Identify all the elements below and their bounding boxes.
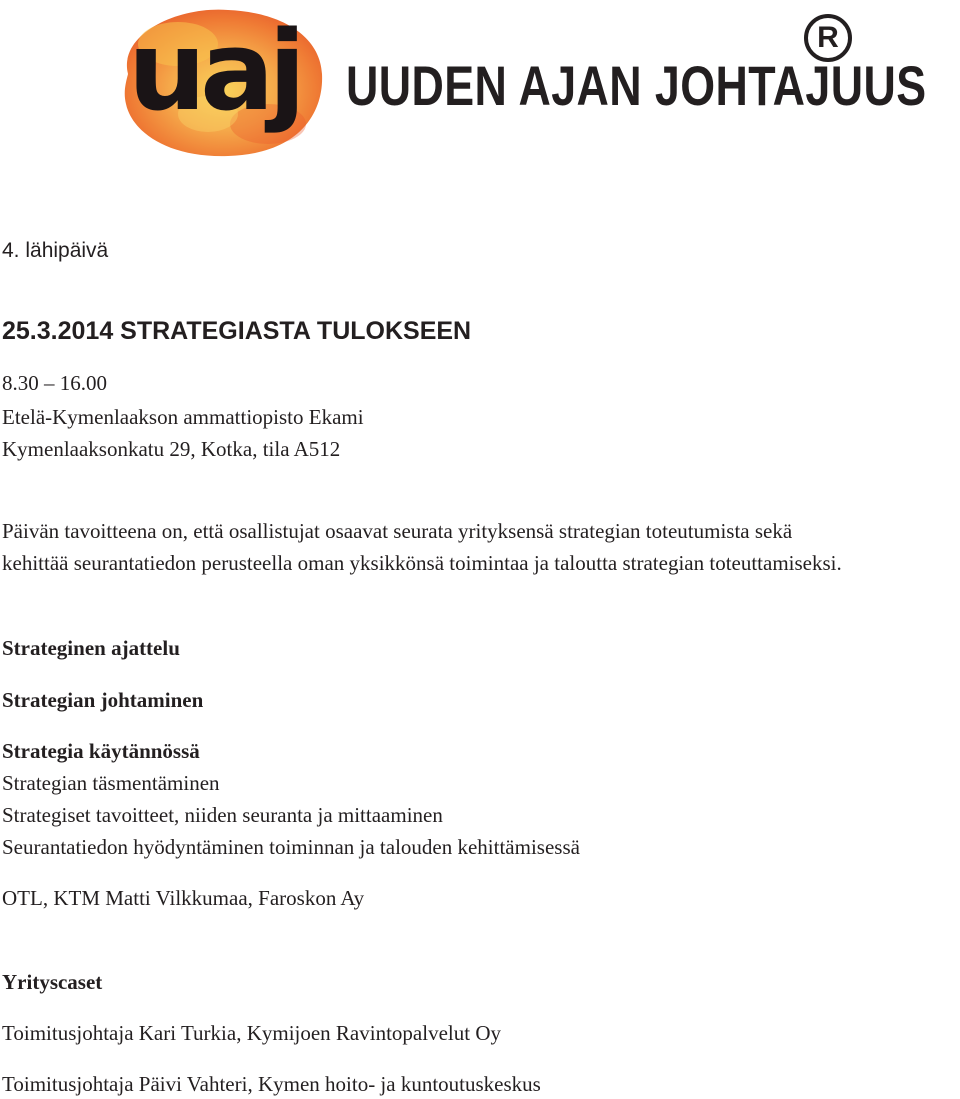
- event-time: 8.30 – 16.00: [2, 371, 107, 395]
- goal-text-line-2: kehittää seurantatiedon perusteella oman yksikkönsä toimintaa ja taloutta strategian toteuttamiseksi.: [2, 551, 842, 575]
- cases-heading: Yrityscaset: [2, 970, 103, 994]
- speaker: OTL, KTM Matti Vilkkumaa, Faroskon Ay: [2, 886, 365, 910]
- program-heading-strategy-in-practice: Strategia käytännössä: [2, 739, 200, 763]
- day-label: 4. lähipäivä: [2, 239, 109, 262]
- program-item: Strategiset tavoitteet, niiden seuranta ja mittaaminen: [2, 803, 443, 827]
- page-title: 25.3.2014 STRATEGIASTA TULOKSEEN: [2, 317, 472, 345]
- event-address: Kymenlaaksonkatu 29, Kotka, tila A512: [2, 437, 341, 461]
- program-heading-strategy-management: Strategian johtaminen: [2, 688, 204, 712]
- logo-brand-name: UUDEN AJAN JOHTAJUUS: [346, 54, 927, 117]
- case-item: Toimitusjohtaja Päivi Vahteri, Kymen hoito- ja kuntoutuskeskus: [2, 1072, 541, 1096]
- program-item: Seurantatiedon hyödyntäminen toiminnan ja talouden kehittämisessä: [2, 835, 580, 859]
- logo-mark: uaj: [127, 7, 301, 135]
- goal-text-line-1: Päivän tavoitteena on, että osallistujat osaavat seurata yrityksensä strategian toteutumista sekä: [2, 519, 793, 543]
- case-item: Toimitusjohtaja Kari Turkia, Kymijoen Ravintopalvelut Oy: [2, 1021, 501, 1045]
- event-venue: Etelä-Kymenlaakson ammattiopisto Ekami: [2, 405, 364, 429]
- program-item: Strategian täsmentäminen: [2, 771, 220, 795]
- brand-logo: [100, 4, 927, 164]
- program-heading-strategic-thinking: Strateginen ajattelu: [2, 636, 180, 660]
- registered-mark: R: [804, 14, 852, 62]
